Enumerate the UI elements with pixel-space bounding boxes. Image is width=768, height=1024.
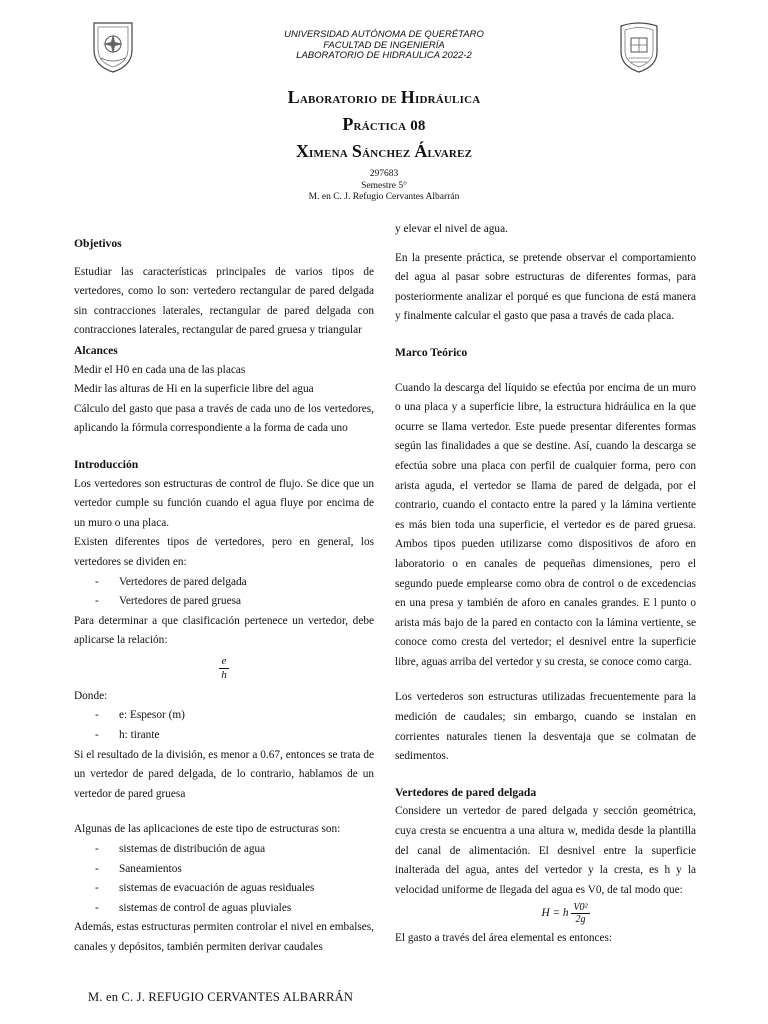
- author-meta: [0, 169, 768, 204]
- continuation-text: y elevar el nivel de agua.: [395, 223, 508, 235]
- teacher-name: M. en C. J. Refugio Cervantes Albarrán: [308, 192, 460, 202]
- head-formula: H = h $\frac{\text{V0²}}{2g}$: [541, 902, 588, 926]
- objetivos-heading: Objetivos: [74, 237, 122, 250]
- left-column: [74, 234, 374, 958]
- right-column: [395, 220, 696, 949]
- intro-paragraph: Los vertedores son estructuras de control de flujo. Se dice que un vertedor cumple su función cuando el agua fluye por encima de un muro o una placa.: [74, 477, 374, 529]
- header-faculty: FACULTAD DE INGENIERÍA: [323, 39, 445, 51]
- introduccion-heading: Introducción: [74, 457, 139, 471]
- alcances-item: Cálculo del gasto que pasa a través de cada uno de los vertedores, aplicando la fórmula correspondiente a la forma de cada uno: [74, 402, 374, 435]
- header-lab: LABORATORIO DE HIDRAULICA 2022-2: [296, 50, 472, 61]
- objetivos-text: Estudiar las características principales de varios tipos de vertedores, como lo son: vertedero rectangular de pared delgada sin contracciones laterales, rectangular de pared delgada con contracciones laterales, rectangular de pared gruesa y triangular: [74, 265, 374, 337]
- intro-paragraph: Existen diferentes tipos de vertedores, pero en general, los vertedores se dividen en:: [74, 536, 374, 568]
- pared-delgada-heading: Vertedores de pared delgada: [395, 785, 537, 799]
- donde-label: Donde:: [74, 689, 108, 702]
- lab-title: Laboratorio de Hidráulica: [287, 87, 481, 107]
- list-item: - h: tirante: [95, 729, 160, 742]
- list-item: - sistemas de control de aguas pluviales: [95, 901, 292, 914]
- alcances-item: Medir el H0 en cada una de las placas: [74, 363, 246, 376]
- author-name: Ximena Sánchez Álvarez: [295, 141, 473, 161]
- pared-delgada-paragraph: Considere un vertedor de pared delgada y sección geométrica, cuya cresta se encuentra a una altura w, medida desde la plantilla del canal de alimentación. El desnivel entre la superficie inalterada del agua, antes del vertedor y la cresta, es h y la velocidad uniforme de llegada del agua es V0, de tal modo que:: [395, 805, 696, 896]
- closing-paragraph: Además, estas estructuras permiten controlar el nivel en embalses, canales y depósitos, también permiten derivar caudales: [74, 921, 374, 953]
- marco-paragraph: Los vertederos son estructuras utilizadas frecuentemente para la medición de caudales; sin embargo, cuando se instalan en corrientes naturales tienen la desventaja que se colmatan de sedimentos.: [395, 691, 696, 763]
- list-item: - Vertedores de pared delgada: [95, 575, 247, 588]
- student-id: 297683: [369, 169, 399, 179]
- semester: Semestre 5°: [361, 180, 407, 191]
- alcances-heading: Alcances: [74, 343, 118, 357]
- intro-practice-paragraph: En la presente práctica, se pretende observar el comportamiento del agua al pasar sobre estructuras de diferentes formas, para posteriormente analizar el porqué es que funciona de está manera y finalmente calcular el gasto que pasa a través de cada placa.: [395, 251, 696, 323]
- university-header: [0, 30, 768, 62]
- list-item: - e: Espesor (m): [95, 709, 185, 722]
- practice-title: Práctica 08: [342, 114, 426, 134]
- intro-paragraph: Para determinar a que clasificación pertenece un vertedor, debe aplicarse la relación:: [74, 614, 374, 647]
- apps-intro: Algunas de las aplicaciones de este tipo de estructuras son:: [74, 823, 341, 836]
- ratio-formula: $\frac{e}{h}$: [74, 656, 374, 681]
- marco-paragraph: Cuando la descarga del líquido se efectúa por encima de un muro o una placa y a superficie libre, la estructura hidráulica en la que ocurre se llama vertedor. Este puede presentar diferentes formas según las finalidades a que se destine. Así, cuando la descarga se efectúa sobre una placa con perfil de cualquier forma, pero con arista aguda, el vertedor se llama de pared de delgada, por el contrario, cuando el contacto entre la pared y la lámina vertiente es más bien toda una superficie, el vertedor es de pared gruesa. Ambos tipos pueden utilizarse como dispositivos de aforo en laboratorio o en canales de pequeñas dimensiones, pero el segundo puede emplearse como obra de control o de excedencias en una presa y también de aforo en canales grandes. E l punto o arista más bajo de la pared en contacto con la lámina vertiente, se conoce como cresta del vertedor; el desnivel entre la superficie libre, aguas arriba del vertedor y su cresta, se conoce como carga.: [395, 381, 696, 668]
- header-university: UNIVERSIDAD AUTÓNOMA DE QUERÉTARO: [284, 29, 484, 40]
- alcances-item: Medir las alturas de Hi en la superficie libre del agua: [74, 383, 314, 396]
- list-item: - sistemas de evacuación de aguas residuales: [95, 882, 315, 895]
- list-item: - Vertedores de pared gruesa: [95, 595, 242, 608]
- marco-teorico-heading: Marco Teórico: [395, 345, 468, 359]
- list-item: - sistemas de distribución de agua: [95, 843, 266, 856]
- footer-teacher: M. en C. J. REFUGIO CERVANTES ALBARRÁN: [88, 990, 354, 1004]
- list-item: - Saneamientos: [95, 862, 182, 875]
- gasto-text: El gasto a través del área elemental es entonces:: [395, 932, 613, 945]
- intro-paragraph: Si el resultado de la división, es menor a 0.67, entonces se trata de un vertedor de pared delgada, de lo contrario, hablamos de un vertedor de pared gruesa: [74, 748, 374, 800]
